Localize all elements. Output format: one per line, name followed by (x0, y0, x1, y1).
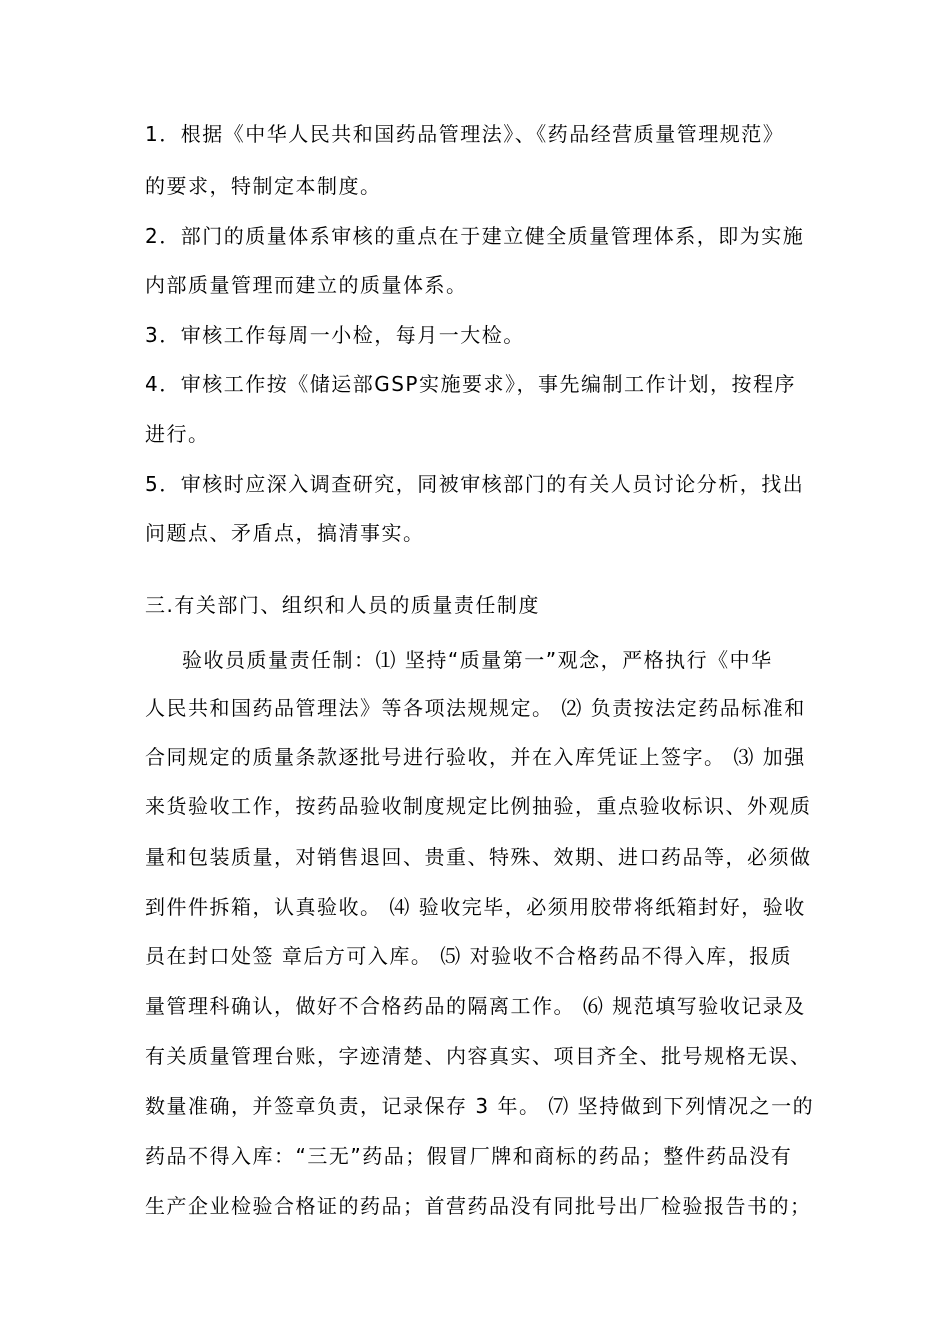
text-line: 到件件拆箱，认真验收。 ⑷ 验收完毕，必须用胶带将纸箱封好，验收 (145, 895, 806, 919)
text-line: 3．审核工作每周一小检，每月一大检。 (145, 323, 525, 347)
text-line: 验收员质量责任制：⑴ 坚持“质量第一”观念，严格执行《中华 (182, 648, 773, 672)
section-heading: 三.有关部门、组织和人员的质量责任制度 (145, 593, 540, 617)
text-line: 量和包装质量，对销售退回、贵重、特殊、效期、进口药品等，必须做 (145, 845, 812, 869)
text-line: 药品不得入库：“三无”药品；假冒厂牌和商标的药品；整件药品没有 (145, 1144, 793, 1168)
text-line: 有关质量管理台账，字迹清楚、内容真实、项目齐全、批号规格无误、 (145, 1044, 812, 1068)
text-line: 合同规定的质量条款逐批号进行验收，并在入库凭证上签字。 ⑶ 加强 (145, 745, 806, 769)
text-line: 人民共和国药品管理法》等各项法规规定。 ⑵ 负责按法定药品标准和 (145, 696, 806, 720)
text-line: 来货验收工作，按药品验收制度规定比例抽验，重点验收标识、外观质 (145, 794, 812, 818)
text-line: 内部质量管理而建立的质量体系。 (145, 273, 468, 297)
text-line: 员在封口处签 章后方可入库。 ⑸ 对验收不合格药品不得入库，报质 (145, 944, 793, 968)
text-line: 4．审核工作按《储运部GSP实施要求》，事先编制工作计划，按程序 (145, 372, 796, 396)
text-line: 1．根据《中华人民共和国药品管理法》、《药品经营质量管理规范》 (145, 122, 785, 146)
text-line: 数量准确，并签章负责，记录保存 3 年。 ⑺ 坚持做到下列情况之一的 (145, 1094, 815, 1118)
text-line: 量管理科确认，做好不合格药品的隔离工作。 ⑹ 规范填写验收记录及 (145, 994, 806, 1018)
text-line: 进行。 (145, 422, 210, 446)
text-line: 生产企业检验合格证的药品；首营药品没有同批号出厂检验报告书的； (145, 1194, 812, 1218)
text-line: 的要求，特制定本制度。 (145, 174, 382, 198)
text-line: 5．审核时应深入调查研究，同被审核部门的有关人员讨论分析，找出 (145, 472, 805, 496)
text-line: 问题点、矛盾点，搞清事实。 (145, 521, 425, 545)
text-line: 2．部门的质量体系审核的重点在于建立健全质量管理体系，即为实施 (145, 224, 805, 248)
